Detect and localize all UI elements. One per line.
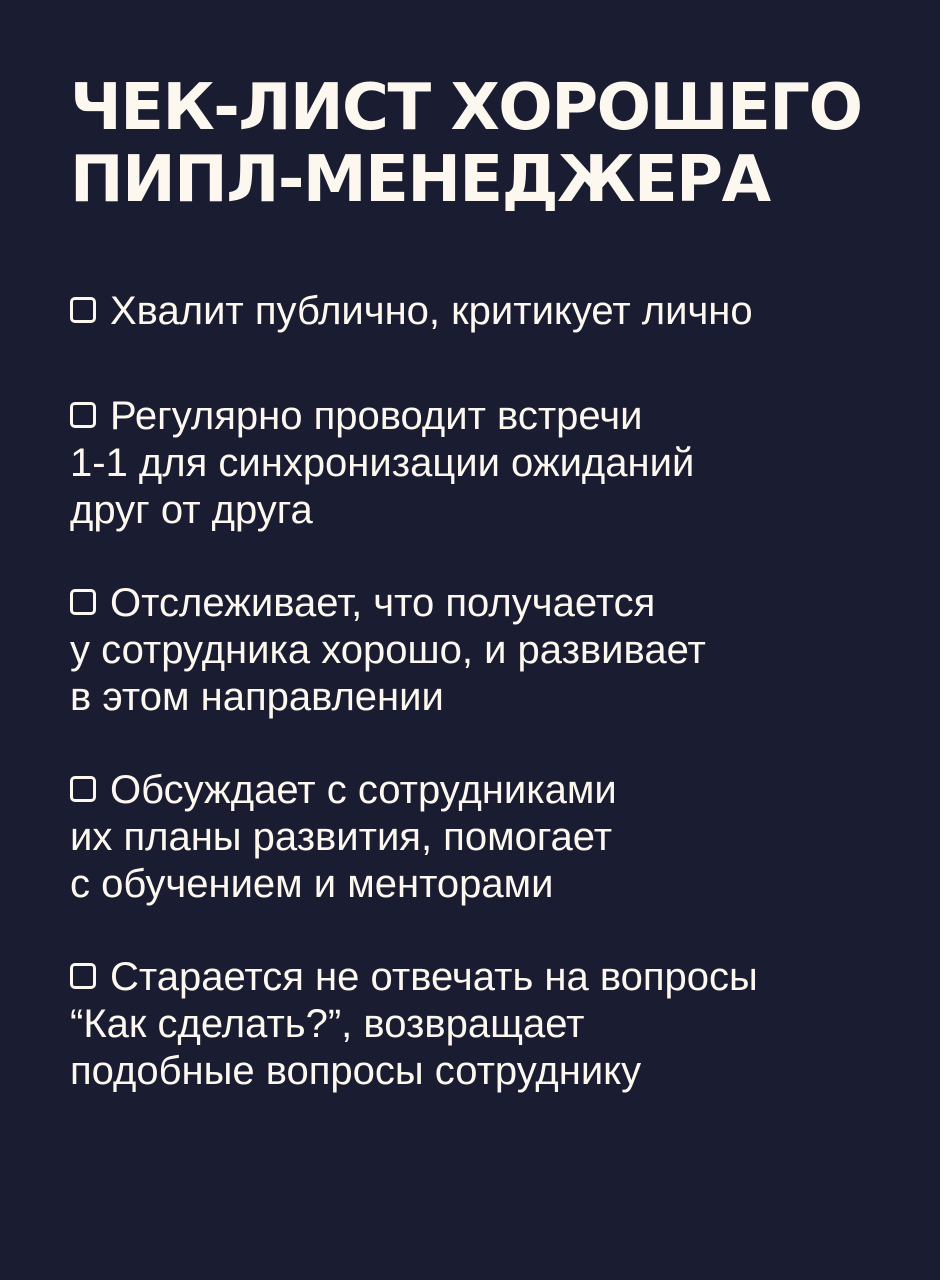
checklist-item-line (70, 580, 880, 627)
checklist-item-text: Обсуждает с сотрудниками (110, 768, 617, 812)
checklist-item-text: в этом направлении (70, 675, 444, 719)
title-line-1: ЧЕК-ЛИСТ ХОРОШЕГО (70, 71, 862, 145)
checklist-item-text: друг от друга (70, 488, 313, 532)
checklist-item-text: у сотрудника хорошо, и развивает (70, 628, 706, 672)
checklist-item-how-to-questions (70, 954, 880, 1095)
checklist-item-line (70, 393, 880, 440)
checklist-item-line (70, 954, 880, 1001)
title-line-2: ПИПЛ-МЕНЕДЖЕРА (70, 143, 770, 217)
checklist-item-text: “Как сделать?”, возвращает (70, 1002, 585, 1046)
checklist-item-line (70, 767, 880, 814)
checkbox-icon[interactable] (70, 776, 96, 802)
checklist-item-text: Регулярно проводит встречи (110, 394, 643, 438)
checklist-item-text: их планы развития, помогает (70, 815, 613, 859)
checkbox-icon[interactable] (70, 963, 96, 989)
checklist-item-text: 1-1 для синхронизации ожиданий (70, 441, 695, 485)
checklist-item-text: Отслеживает, что получается (110, 581, 656, 625)
checkbox-icon[interactable] (70, 589, 96, 615)
checklist-item-text: Старается не отвечать на вопросы (110, 955, 758, 999)
checklist-item-text: с обучением и менторами (70, 862, 554, 906)
checklist-item-strengths (70, 580, 880, 721)
checklist-item-text: подобные вопросы сотруднику (70, 1049, 642, 1093)
checklist-item-development-plans (70, 767, 880, 908)
checklist-item-line (70, 288, 880, 335)
checklist-item-text: Хвалит публично, критикует лично (110, 289, 753, 333)
checklist (70, 288, 880, 1095)
checkbox-icon[interactable] (70, 402, 96, 428)
checkbox-icon[interactable] (70, 297, 96, 323)
checklist-item-one-on-one (70, 393, 880, 534)
checklist-item-praise (70, 288, 880, 335)
page-title (70, 72, 880, 216)
